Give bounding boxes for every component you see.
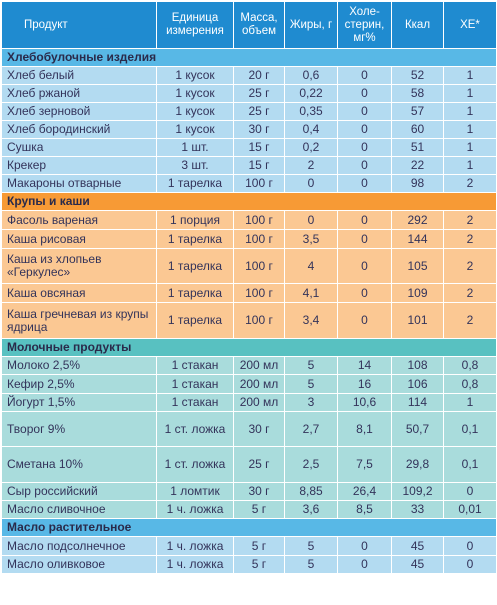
cell-xe: 2: [444, 284, 497, 303]
cell-cholesterol: 0: [338, 121, 392, 139]
cell-product: Крекер: [2, 157, 157, 175]
cell-xe: 1: [444, 157, 497, 175]
cell-unit: 1 стакан: [157, 394, 234, 412]
cell-xe: 1: [444, 103, 497, 121]
cell-kcal: 98: [392, 175, 444, 193]
cell-xe: 2: [444, 211, 497, 230]
cell-mass: 100 г: [234, 211, 285, 230]
cell-fat: 0,35: [285, 103, 338, 121]
cell-product: Кефир 2,5%: [2, 375, 157, 394]
cell-mass: 100 г: [234, 303, 285, 339]
cell-fat: 5: [285, 556, 338, 574]
table-row: [2, 85, 497, 103]
cell-fat: 5: [285, 375, 338, 394]
cell-kcal: 57: [392, 103, 444, 121]
cell-xe: 0,01: [444, 501, 497, 519]
table-row: [2, 537, 497, 556]
cell-kcal: 108: [392, 357, 444, 375]
cell-xe: 0,1: [444, 412, 497, 447]
section-header-row: [2, 339, 497, 357]
cell-kcal: 60: [392, 121, 444, 139]
cell-mass: 100 г: [234, 249, 285, 284]
table-row: [2, 157, 497, 175]
cell-mass: 200 мл: [234, 394, 285, 412]
header-row: [2, 2, 497, 49]
cell-product: Масло оливковое: [2, 556, 157, 574]
table-row: [2, 121, 497, 139]
cell-mass: 100 г: [234, 284, 285, 303]
cell-kcal: 45: [392, 556, 444, 574]
cell-fat: 4: [285, 249, 338, 284]
cell-mass: 25 г: [234, 85, 285, 103]
cell-product: Макароны отварные: [2, 175, 157, 193]
cell-mass: 100 г: [234, 175, 285, 193]
cell-unit: 1 ч. ложка: [157, 537, 234, 556]
cell-fat: 8,85: [285, 483, 338, 501]
cell-cholesterol: 0: [338, 103, 392, 121]
cell-fat: 0,22: [285, 85, 338, 103]
cell-mass: 20 г: [234, 67, 285, 85]
cell-cholesterol: 0: [338, 139, 392, 157]
cell-fat: 4,1: [285, 284, 338, 303]
cell-product: Масло подсолнечное: [2, 537, 157, 556]
cell-unit: 3 шт.: [157, 157, 234, 175]
cell-cholesterol: 10,6: [338, 394, 392, 412]
header-kcal: Ккал: [392, 2, 444, 49]
cell-kcal: 51: [392, 139, 444, 157]
cell-unit: 1 ч. ложка: [157, 556, 234, 574]
cell-mass: 200 мл: [234, 357, 285, 375]
cell-mass: 25 г: [234, 447, 285, 483]
cell-cholesterol: 0: [338, 85, 392, 103]
cell-product: Хлеб ржаной: [2, 85, 157, 103]
cell-unit: 1 тарелка: [157, 303, 234, 339]
cell-fat: 3,5: [285, 230, 338, 249]
cell-product: Хлеб белый: [2, 67, 157, 85]
header-cholesterol: Холе-стерин, мг%: [338, 2, 392, 49]
cell-cholesterol: 8,5: [338, 501, 392, 519]
cell-unit: 1 стакан: [157, 357, 234, 375]
cell-unit: 1 шт.: [157, 139, 234, 157]
cell-unit: 1 стакан: [157, 375, 234, 394]
cell-product: Масло сливочное: [2, 501, 157, 519]
cell-unit: 1 ст. ложка: [157, 447, 234, 483]
cell-product: Хлеб бородинский: [2, 121, 157, 139]
cell-unit: 1 ломтик: [157, 483, 234, 501]
cell-xe: 2: [444, 175, 497, 193]
section-title: Масло растительное: [2, 519, 497, 537]
cell-unit: 1 кусок: [157, 67, 234, 85]
cell-unit: 1 тарелка: [157, 230, 234, 249]
cell-cholesterol: 0: [338, 67, 392, 85]
cell-fat: 0: [285, 211, 338, 230]
cell-product: Каша гречневая из крупы ядрица: [2, 303, 157, 339]
cell-unit: 1 ч. ложка: [157, 501, 234, 519]
cell-fat: 3,6: [285, 501, 338, 519]
cell-unit: 1 кусок: [157, 103, 234, 121]
cell-cholesterol: 26,4: [338, 483, 392, 501]
cell-xe: 1: [444, 394, 497, 412]
cell-xe: 0: [444, 483, 497, 501]
cell-product: Йогурт 1,5%: [2, 394, 157, 412]
cell-fat: 2,5: [285, 447, 338, 483]
cell-xe: 1: [444, 85, 497, 103]
cell-kcal: 109,2: [392, 483, 444, 501]
cell-xe: 0: [444, 537, 497, 556]
cell-xe: 1: [444, 67, 497, 85]
cell-kcal: 33: [392, 501, 444, 519]
cell-cholesterol: 0: [338, 230, 392, 249]
cell-product: Каша овсяная: [2, 284, 157, 303]
cell-product: Сыр российский: [2, 483, 157, 501]
cell-fat: 2: [285, 157, 338, 175]
cell-kcal: 292: [392, 211, 444, 230]
cell-cholesterol: 0: [338, 303, 392, 339]
cell-cholesterol: 7,5: [338, 447, 392, 483]
cell-xe: 0,8: [444, 357, 497, 375]
cell-kcal: 22: [392, 157, 444, 175]
cell-mass: 200 мл: [234, 375, 285, 394]
cell-unit: 1 кусок: [157, 121, 234, 139]
table-row: [2, 249, 497, 284]
cell-kcal: 58: [392, 85, 444, 103]
cell-xe: 2: [444, 249, 497, 284]
cell-mass: 30 г: [234, 483, 285, 501]
section-header-row: [2, 193, 497, 211]
cell-kcal: 144: [392, 230, 444, 249]
cell-xe: 0: [444, 556, 497, 574]
table-row: [2, 103, 497, 121]
cell-product: Творог 9%: [2, 412, 157, 447]
cell-cholesterol: 16: [338, 375, 392, 394]
cell-xe: 0,1: [444, 447, 497, 483]
cell-product: Каша из хлопьев «Геркулес»: [2, 249, 157, 284]
table-row: [2, 556, 497, 574]
cell-unit: 1 тарелка: [157, 284, 234, 303]
table-row: [2, 67, 497, 85]
header-product: Продукт: [2, 2, 157, 49]
cell-kcal: 52: [392, 67, 444, 85]
cell-fat: 5: [285, 357, 338, 375]
cell-cholesterol: 0: [338, 284, 392, 303]
cell-cholesterol: 8,1: [338, 412, 392, 447]
table-row: [2, 303, 497, 339]
cell-product: Каша рисовая: [2, 230, 157, 249]
table-row: [2, 394, 497, 412]
cell-xe: 2: [444, 303, 497, 339]
cell-xe: 2: [444, 230, 497, 249]
table-row: [2, 412, 497, 447]
cell-mass: 5 г: [234, 556, 285, 574]
cell-mass: 30 г: [234, 121, 285, 139]
cell-kcal: 114: [392, 394, 444, 412]
cell-mass: 100 г: [234, 230, 285, 249]
section-title: Крупы и каши: [2, 193, 497, 211]
table-row: [2, 447, 497, 483]
cell-fat: 0,4: [285, 121, 338, 139]
cell-unit: 1 порция: [157, 211, 234, 230]
cell-kcal: 29,8: [392, 447, 444, 483]
cell-kcal: 109: [392, 284, 444, 303]
cell-fat: 0: [285, 175, 338, 193]
cell-unit: 1 кусок: [157, 85, 234, 103]
cell-unit: 1 тарелка: [157, 249, 234, 284]
table-row: [2, 175, 497, 193]
cell-cholesterol: 0: [338, 175, 392, 193]
cell-kcal: 101: [392, 303, 444, 339]
cell-mass: 15 г: [234, 139, 285, 157]
cell-fat: 0,6: [285, 67, 338, 85]
table-row: [2, 230, 497, 249]
header-xe: ХЕ*: [444, 2, 497, 49]
cell-xe: 1: [444, 121, 497, 139]
cell-product: Хлеб зерновой: [2, 103, 157, 121]
cell-unit: 1 тарелка: [157, 175, 234, 193]
cell-cholesterol: 0: [338, 211, 392, 230]
cell-mass: 30 г: [234, 412, 285, 447]
cell-unit: 1 ст. ложка: [157, 412, 234, 447]
cell-cholesterol: 0: [338, 537, 392, 556]
section-title: Молочные продукты: [2, 339, 497, 357]
cell-product: Молоко 2,5%: [2, 357, 157, 375]
cell-product: Сушка: [2, 139, 157, 157]
section-header-row: [2, 519, 497, 537]
section-title: Хлебобулочные изделия: [2, 49, 497, 67]
cell-kcal: 45: [392, 537, 444, 556]
table-row: [2, 501, 497, 519]
cell-kcal: 106: [392, 375, 444, 394]
cell-product: Фасоль вареная: [2, 211, 157, 230]
cell-kcal: 50,7: [392, 412, 444, 447]
cell-cholesterol: 0: [338, 249, 392, 284]
cell-cholesterol: 14: [338, 357, 392, 375]
header-fat: Жиры, г: [285, 2, 338, 49]
cell-fat: 0,2: [285, 139, 338, 157]
nutrition-table: [1, 1, 497, 574]
table-row: [2, 483, 497, 501]
table-row: [2, 284, 497, 303]
cell-product: Сметана 10%: [2, 447, 157, 483]
section-header-row: [2, 49, 497, 67]
cell-mass: 15 г: [234, 157, 285, 175]
cell-fat: 2,7: [285, 412, 338, 447]
table-row: [2, 375, 497, 394]
cell-mass: 5 г: [234, 537, 285, 556]
header-mass: Масса, объем: [234, 2, 285, 49]
cell-fat: 3: [285, 394, 338, 412]
cell-mass: 5 г: [234, 501, 285, 519]
table-row: [2, 211, 497, 230]
table-row: [2, 357, 497, 375]
cell-kcal: 105: [392, 249, 444, 284]
cell-xe: 1: [444, 139, 497, 157]
cell-fat: 3,4: [285, 303, 338, 339]
cell-xe: 0,8: [444, 375, 497, 394]
cell-fat: 5: [285, 537, 338, 556]
header-unit: Единица измерения: [157, 2, 234, 49]
cell-mass: 25 г: [234, 103, 285, 121]
cell-cholesterol: 0: [338, 157, 392, 175]
cell-cholesterol: 0: [338, 556, 392, 574]
table-row: [2, 139, 497, 157]
